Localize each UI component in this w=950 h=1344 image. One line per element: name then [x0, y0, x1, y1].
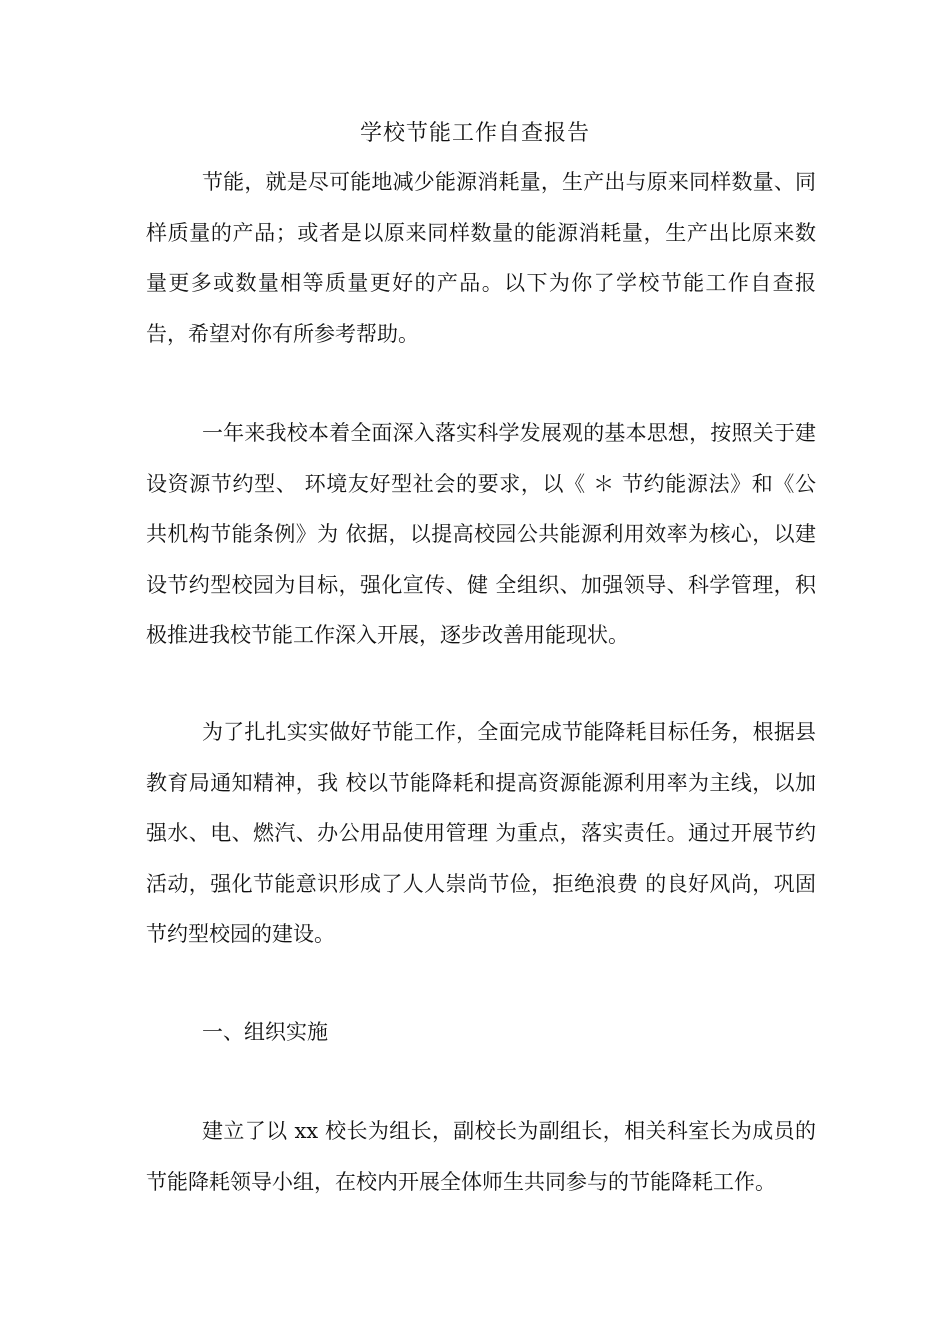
overview-paragraph: 一年来我校本着全面深入落实科学发展观的基本思想，按照关于建设资源节约型、 环境友好型社会的要求，以《 ＊ 节约能源法》和《公共机构节能条例》为 依据，以提高校园公共能源利用效率为核心，以建设节约型校园为目标，强化宣传、健 全组织、加强领导、科学管理，积极推进我校节能工作深入开展，逐步改善用能现状。 [146, 421, 816, 647]
document-title: 学校节能工作自查报告 [359, 121, 590, 146]
intro-paragraph: 节能，就是尽可能地减少能源消耗量，生产出与原来同样数量、同样质量的产品；或者是以原来同样数量的能源消耗量，生产出比原来数量更多或数量相等质量更好的产品。以下为你了学校节能工作自查报告，希望对你有所参考帮助。 [146, 170, 816, 346]
goal-paragraph: 为了扎扎实实做好节能工作，全面完成节能降耗目标任务，根据县教育局通知精神，我 校以节能降耗和提高资源能源利用率为主线，以加强水、电、燃汽、办公用品使用管理 为重点，落实责任。通过开展节约活动，强化节能意识形成了人人崇尚节俭，拒绝浪费 的良好风尚，巩固节约型校园的建设。 [146, 720, 816, 946]
section-paragraph: 建立了以 xx 校长为组长，副校长为副组长，相关科室长为成员的节能降耗领导小组，在校内开展全体师生共同参与的节能降耗工作。 [146, 1119, 816, 1194]
section-heading: 一、组织实施 [202, 1020, 328, 1044]
